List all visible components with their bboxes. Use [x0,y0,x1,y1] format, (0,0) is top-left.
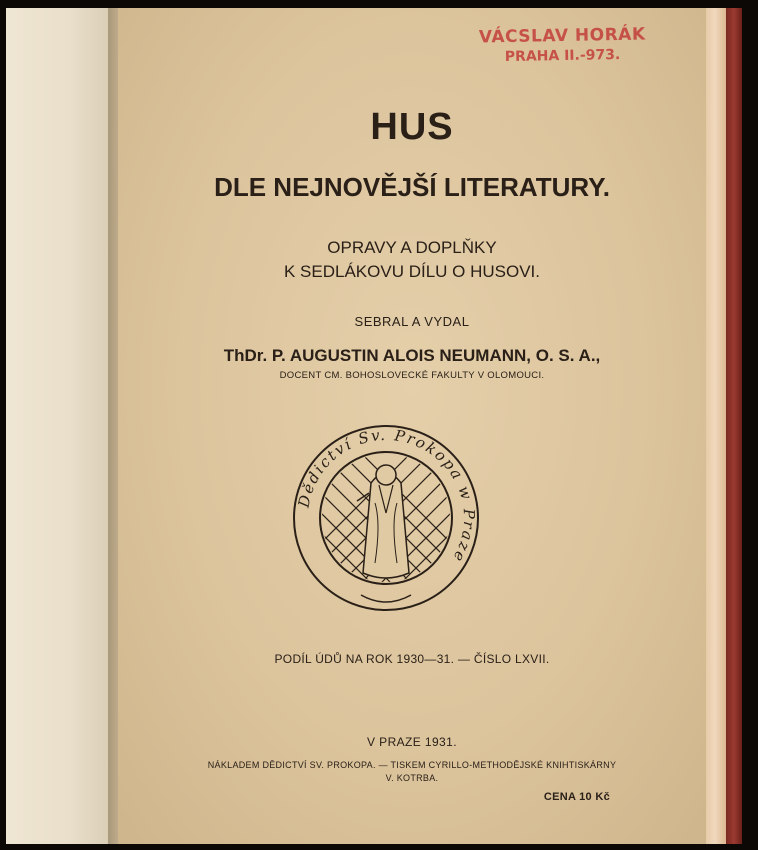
owner-stamp [479,25,646,66]
editor-position: DOCENT CM. BOHOSLOVECKÉ FAKULTY V OLOMOUCI. [279,370,545,381]
saint-figure-icon [357,465,409,578]
subtitle-line-2: K SEDLÁKOVU DÍLU O HUSOVI. [283,262,540,281]
subtitle-line-1: OPRAVY A DOPLŇKY [327,238,497,257]
publisher-seal [291,423,481,613]
publisher-line: NÁKLADEM DĚDICTVÍ SV. PROKOPA. — TISKEM CYRILLO-METHODĚJSKÉ KNIHTISKÁRNY [207,760,617,770]
binding-edge [726,8,742,844]
book-title: HUS [370,106,454,148]
facing-page [6,8,112,844]
printer-line: V. KOTRBA. [385,773,439,783]
price: CENA 10 Kč [543,791,610,803]
series-info: PODÍL ÚDŮ NA ROK 1930—31. — ČÍSLO LXVII. [274,652,550,666]
page-edges [704,8,726,844]
editor-intro: SEBRAL A VYDAL [354,314,470,329]
stamp-name: VÁCSLAV HORÁK [478,24,647,48]
title-page [118,8,706,844]
seal-inscription: Dědictví Sv. Prokopa w Praze [294,425,479,567]
stamp-address: PRAHA II.-973. [504,46,621,66]
book-subtitle: DLE NEJNOVĚJŠÍ LITERATURY. [214,172,610,202]
place-year: V PRAZE 1931. [367,735,457,749]
editor-name: ThDr. P. AUGUSTIN ALOIS NEUMANN, O. S. A., [223,346,601,365]
